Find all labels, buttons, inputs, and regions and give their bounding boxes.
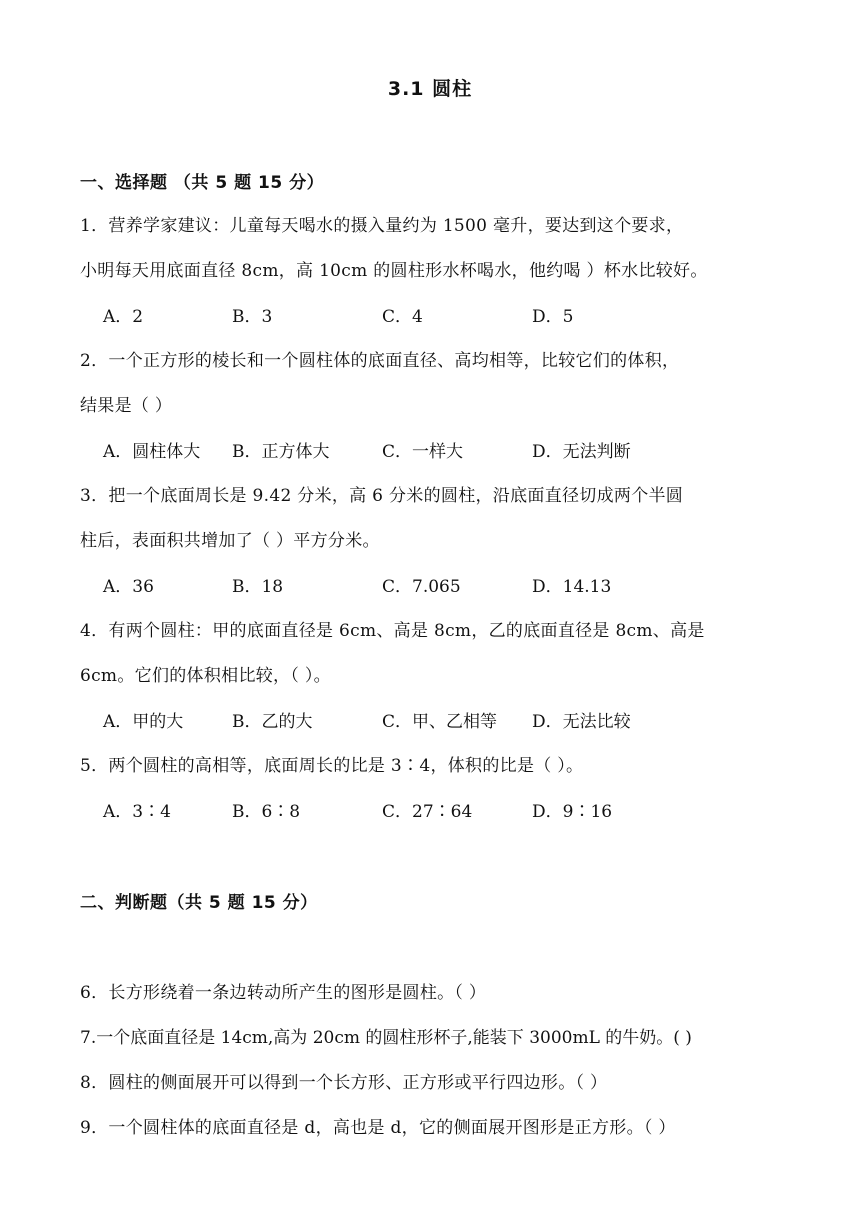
question-2-option-b: B．正方体大 <box>232 442 330 462</box>
question-5-line-1: 5．两个圆柱的高相等，底面周长的比是 3∶4，体积的比是（ ）。 <box>80 756 584 776</box>
question-5-option-d: D．9∶16 <box>532 802 613 822</box>
question-5-option-b: B．6∶8 <box>232 802 301 822</box>
question-5-option-a: A．3∶4 <box>103 802 171 822</box>
question-3-option-a: A．36 <box>103 577 154 597</box>
question-2-option-c: C．一样大 <box>382 442 464 462</box>
judgement-item-8: 8．圆柱的侧面展开可以得到一个长方形、正方形或平行四边形。（ ） <box>80 1073 608 1093</box>
section-heading-choice: 一、选择题 （共 5 题 15 分） <box>80 173 325 193</box>
question-4-line-1: 4．有两个圆柱：甲的底面直径是 6cm、高是 8cm，乙的底面直径是 8cm、高是 <box>80 621 705 641</box>
question-3-option-d: D．14.13 <box>532 577 612 597</box>
question-3-option-c: C．7.065 <box>382 577 461 597</box>
section-heading-judgement: 二、判断题（共 5 题 15 分） <box>80 893 318 913</box>
question-1-line-2: 小明每天用底面直径 8cm，高 10cm 的圆柱形水杯喝水，他约喝 ）杯水比较好。 <box>80 261 708 281</box>
question-1-option-d: D．5 <box>532 307 574 327</box>
judgement-item-6: 6．长方形绕着一条边转动所产生的图形是圆柱。（ ） <box>80 983 487 1003</box>
question-4-line-2: 6cm。它们的体积相比较，（ ）。 <box>80 666 331 686</box>
question-4-option-a: A．甲的大 <box>103 712 184 732</box>
question-2-line-2: 结果是（ ） <box>80 396 173 416</box>
page-title: 3.1 圆柱 <box>387 78 473 100</box>
question-2-option-a: A．圆柱体大 <box>103 442 201 462</box>
question-2-option-d: D．无法判断 <box>532 442 631 462</box>
question-1-option-b: B．3 <box>232 307 273 327</box>
judgement-item-9: 9．一个圆柱体的底面直径是 d，高也是 d，它的侧面展开图形是正方形。（ ） <box>80 1118 676 1138</box>
question-4-option-b: B．乙的大 <box>232 712 313 732</box>
question-1-line-1: 1．营养学家建议：儿童每天喝水的摄入量约为 1500 毫升，要达到这个要求， <box>80 216 684 236</box>
question-5-option-c: C．27∶64 <box>382 802 473 822</box>
question-3-line-1: 3．把一个底面周长是 9.42 分米，高 6 分米的圆柱，沿底面直径切成两个半圆 <box>80 486 684 506</box>
question-3-line-2: 柱后，表面积共增加了（ ）平方分米。 <box>80 531 380 551</box>
question-4-option-d: D．无法比较 <box>532 712 631 732</box>
question-4-option-c: C．甲、乙相等 <box>382 712 498 732</box>
question-1-option-c: C．4 <box>382 307 423 327</box>
question-3-option-b: B．18 <box>232 577 284 597</box>
question-1-option-a: A．2 <box>103 307 144 327</box>
question-2-line-1: 2．一个正方形的棱长和一个圆柱体的底面直径、高均相等，比较它们的体积， <box>80 351 680 371</box>
judgement-item-7: 7.一个底面直径是 14cm,高为 20cm 的圆柱形杯子,能装下 3000mL 的牛奶。( ) <box>80 1028 692 1048</box>
